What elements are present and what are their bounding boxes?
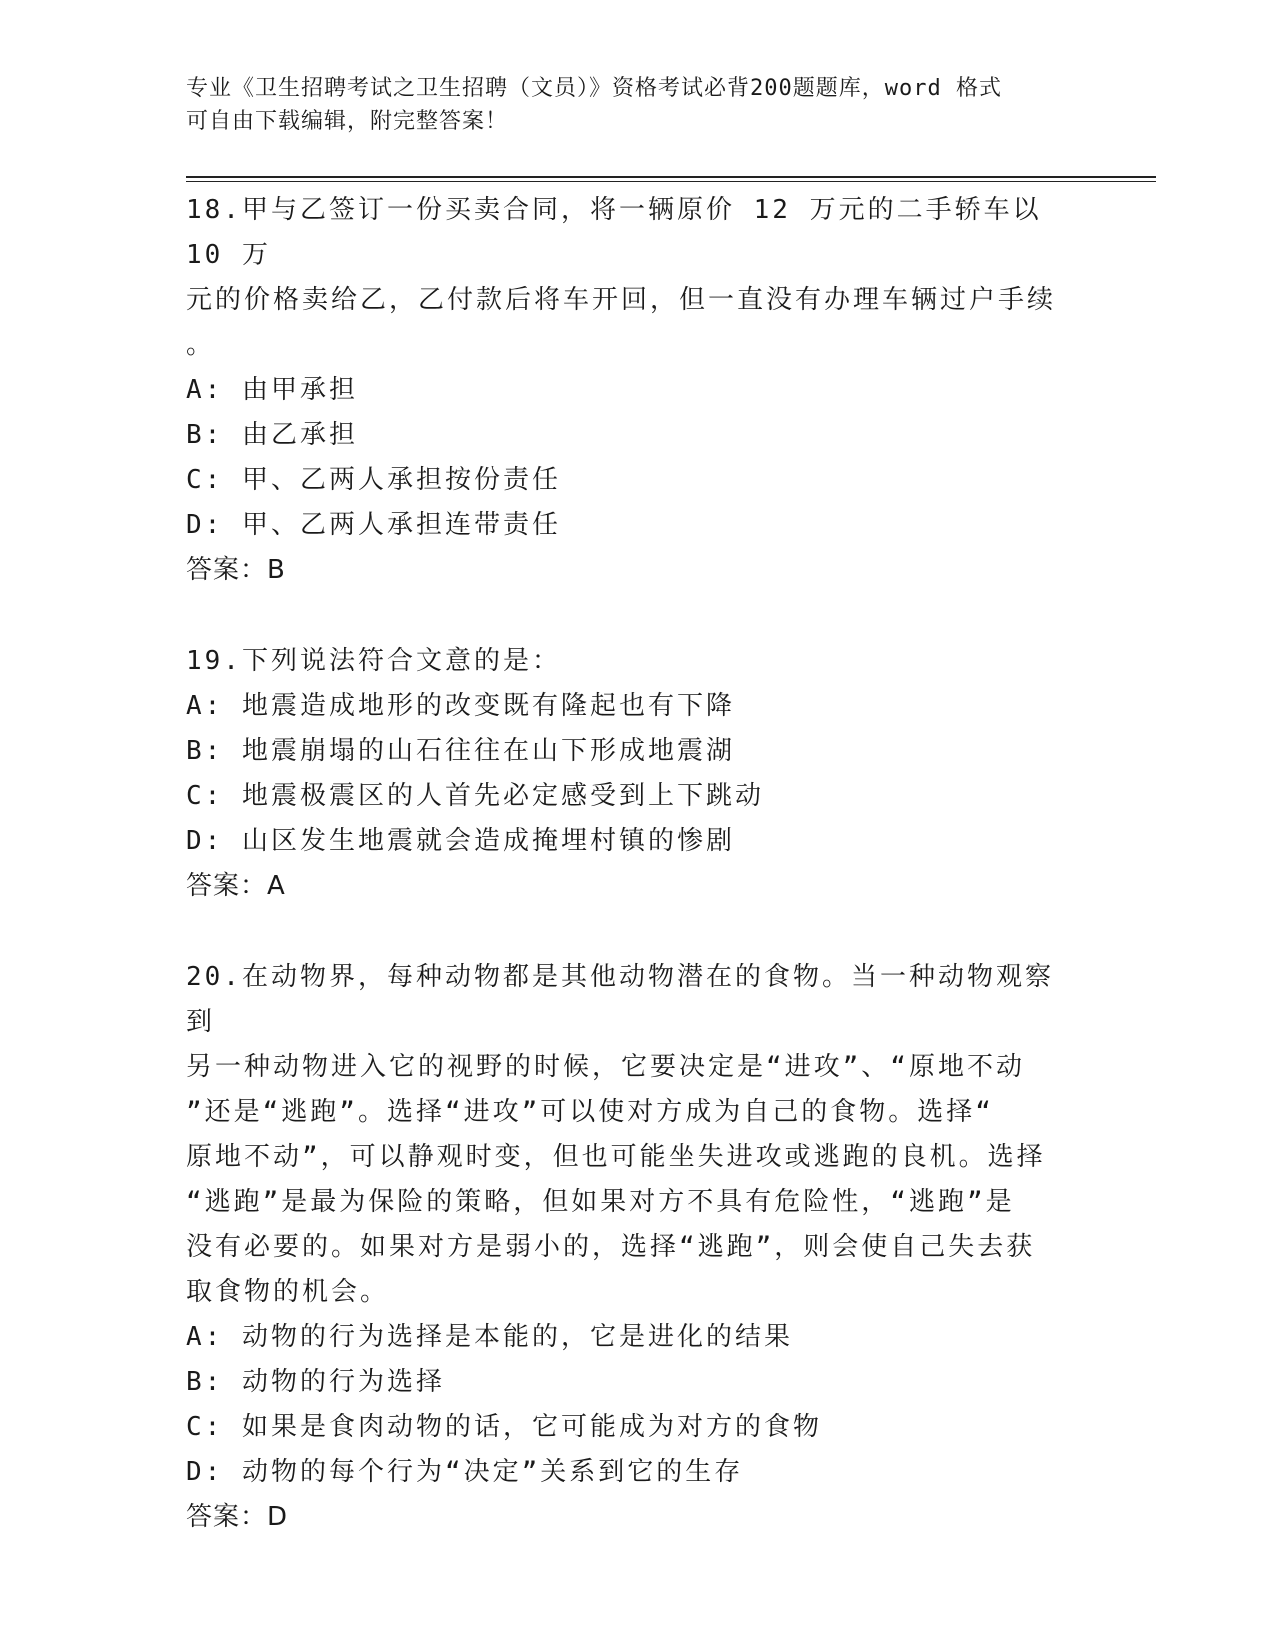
stem-line: 取食物的机会。 <box>186 1277 390 1307</box>
option-b: B: 地震崩塌的山石往往在山下形成地震湖 <box>186 736 735 766</box>
answer-line: 答案：A <box>186 871 286 901</box>
stem-line: 。 <box>186 330 216 360</box>
header-line-1: 专业《卫生招聘考试之卫生招聘（文员）》资格考试必背200题题库，word 格式 <box>186 76 1002 101</box>
question-stem <box>186 955 1066 1315</box>
option-a: A: 由甲承担 <box>186 375 358 405</box>
option-c: C: 地震极震区的人首先必定感受到上下跳动 <box>186 781 764 811</box>
stem-line: 18.甲与乙签订一份买卖合同，将一辆原价 12 万元的二手轿车以 10 万 <box>186 195 1042 270</box>
option-a: A: 地震造成地形的改变既有隆起也有下降 <box>186 691 735 721</box>
stem-line: “逃跑”是最为保险的策略，但如果对方不具有危险性，“逃跑”是 <box>186 1187 1015 1217</box>
stem-line: 20.在动物界，每种动物都是其他动物潜在的食物。当一种动物观察到 <box>186 962 1054 1037</box>
option-d: D: 动物的每个行为“决定”关系到它的生存 <box>186 1457 744 1487</box>
option-d: D: 山区发生地震就会造成掩埋村镇的惨剧 <box>186 826 735 856</box>
header-divider-thin <box>186 181 1156 182</box>
question-list <box>186 188 1066 1540</box>
header-divider-thick <box>186 176 1156 178</box>
stem-line: 另一种动物进入它的视野的时候，它要决定是“进攻”、“原地不动 <box>186 1052 1025 1082</box>
question-spacer <box>186 909 1066 955</box>
option-b: B: 动物的行为选择 <box>186 1367 445 1397</box>
stem-line: 没有必要的。如果对方是弱小的，选择“逃跑”，则会使自己失去获 <box>186 1232 1036 1262</box>
question-stem <box>186 639 1066 684</box>
answer-line: 答案：D <box>186 1502 289 1532</box>
document-header <box>186 72 1086 138</box>
question-spacer <box>186 593 1066 639</box>
stem-line: 原地不动”，可以静观时变，但也可能坐失进攻或逃跑的良机。选择 <box>186 1142 1046 1172</box>
option-b: B: 由乙承担 <box>186 420 358 450</box>
header-line-2: 可自由下载编辑，附完整答案！ <box>186 109 509 134</box>
option-a: A: 动物的行为选择是本能的，它是进化的结果 <box>186 1322 793 1352</box>
question-18 <box>186 188 1066 593</box>
question-19 <box>186 639 1066 909</box>
option-d: D: 甲、乙两人承担连带责任 <box>186 510 561 540</box>
question-20 <box>186 955 1066 1540</box>
option-c: C: 甲、乙两人承担按份责任 <box>186 465 561 495</box>
stem-line: ”还是“逃跑”。选择“进攻”可以使对方成为自己的食物。选择“ <box>186 1097 994 1127</box>
answer-line: 答案：B <box>186 555 286 585</box>
option-c: C: 如果是食肉动物的话，它可能成为对方的食物 <box>186 1412 822 1442</box>
stem-line: 19.下列说法符合文意的是： <box>186 646 561 676</box>
question-stem <box>186 188 1066 368</box>
stem-line: 元的价格卖给乙，乙付款后将车开回，但一直没有办理车辆过户手续 <box>186 285 1057 315</box>
